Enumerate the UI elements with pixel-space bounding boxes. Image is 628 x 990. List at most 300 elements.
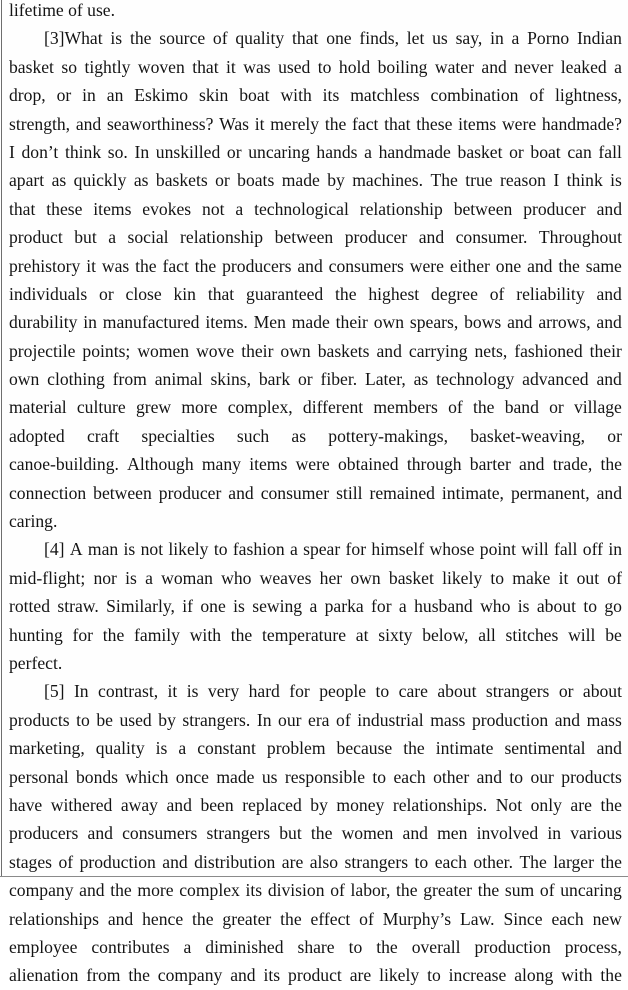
word: and bbox=[107, 908, 134, 929]
word: of bbox=[489, 283, 505, 304]
text-line: lifetime of use. bbox=[9, 0, 116, 20]
word: various bbox=[570, 823, 622, 844]
word: about bbox=[437, 681, 477, 702]
word: combination bbox=[430, 85, 519, 106]
word: permanent, bbox=[510, 482, 590, 503]
word: the bbox=[194, 255, 217, 276]
word: diminished bbox=[205, 936, 284, 957]
word: increase bbox=[448, 965, 507, 986]
word: The bbox=[519, 851, 547, 872]
word: producer bbox=[344, 227, 408, 248]
word: is bbox=[233, 596, 245, 617]
word: were bbox=[501, 113, 537, 134]
text-line: perfect. bbox=[9, 652, 63, 673]
word: the bbox=[600, 851, 622, 872]
word: bark bbox=[258, 369, 291, 390]
text-line bbox=[9, 252, 622, 280]
word: larger bbox=[553, 851, 594, 872]
word: whose bbox=[429, 539, 475, 560]
text-line bbox=[9, 819, 622, 847]
word: specialties bbox=[141, 425, 215, 446]
text-line bbox=[9, 24, 622, 52]
word: spear bbox=[303, 539, 341, 560]
word: a bbox=[178, 738, 187, 759]
word: own bbox=[9, 369, 40, 390]
word: and bbox=[476, 766, 503, 787]
word: manufactured bbox=[102, 312, 200, 333]
left-border-line bbox=[1, 0, 2, 876]
word: weaves bbox=[259, 567, 312, 588]
word: effect bbox=[310, 908, 351, 929]
word: and bbox=[596, 283, 622, 304]
word: are bbox=[281, 851, 304, 872]
word: responsible bbox=[284, 766, 366, 787]
word: the bbox=[600, 454, 622, 475]
word: the bbox=[110, 880, 132, 901]
word: evokes bbox=[142, 198, 192, 219]
word: and bbox=[418, 227, 445, 248]
word: fact bbox=[352, 113, 379, 134]
word: will bbox=[568, 624, 596, 645]
word: us bbox=[261, 766, 278, 787]
word: is bbox=[110, 28, 123, 49]
text-line bbox=[9, 166, 622, 194]
word: of bbox=[607, 567, 622, 588]
word: and bbox=[519, 454, 545, 475]
word: technological bbox=[254, 198, 349, 219]
word: a bbox=[145, 567, 153, 588]
text-line bbox=[9, 592, 622, 620]
word: canoe-building. bbox=[9, 454, 119, 475]
word: relationship bbox=[359, 198, 443, 219]
text-line bbox=[9, 706, 622, 734]
word: nor bbox=[93, 567, 117, 588]
word: bows bbox=[464, 312, 502, 333]
word: the bbox=[192, 908, 214, 929]
body-text bbox=[9, 0, 622, 990]
word: contributes bbox=[91, 936, 170, 957]
word: will bbox=[521, 539, 549, 560]
word: the bbox=[477, 880, 500, 901]
word: used bbox=[278, 56, 311, 77]
word: true bbox=[465, 170, 493, 191]
word: about bbox=[536, 596, 576, 617]
word: only bbox=[530, 794, 562, 815]
word: been bbox=[200, 794, 234, 815]
word: strength, bbox=[9, 113, 71, 134]
word: through bbox=[406, 454, 462, 475]
word: of bbox=[539, 880, 555, 901]
word: sentimental bbox=[504, 738, 586, 759]
word: strangers bbox=[485, 681, 550, 702]
word: distribution bbox=[194, 851, 276, 872]
word: for bbox=[289, 681, 310, 702]
word: and bbox=[79, 880, 105, 901]
word: a bbox=[309, 596, 318, 617]
word: and bbox=[596, 312, 622, 333]
word: were bbox=[409, 255, 444, 276]
word: boats bbox=[237, 170, 275, 191]
word: barter bbox=[469, 454, 511, 475]
word: so bbox=[61, 56, 78, 77]
word: mass bbox=[586, 709, 622, 730]
word: about bbox=[582, 681, 622, 702]
word: who bbox=[480, 596, 511, 617]
word: consumer. bbox=[455, 227, 528, 248]
word: own bbox=[280, 340, 311, 361]
word: between bbox=[93, 482, 152, 503]
word: also bbox=[309, 851, 339, 872]
word: hold bbox=[338, 56, 371, 77]
word: if bbox=[182, 596, 193, 617]
word: leaked bbox=[560, 56, 607, 77]
word: it bbox=[167, 681, 178, 702]
word: finds, bbox=[359, 28, 399, 49]
word: in bbox=[608, 539, 622, 560]
word: animal bbox=[154, 369, 203, 390]
word: reason bbox=[500, 170, 546, 191]
word: that bbox=[207, 283, 235, 304]
word: Law. bbox=[460, 908, 495, 929]
word: material bbox=[9, 397, 67, 418]
word: withered bbox=[50, 794, 113, 815]
word: fashion bbox=[232, 539, 285, 560]
word: basket bbox=[457, 141, 503, 162]
word: be bbox=[605, 624, 622, 645]
word: likely bbox=[168, 539, 209, 560]
word: of bbox=[330, 880, 345, 901]
word: the bbox=[600, 965, 622, 986]
word: away bbox=[120, 794, 158, 815]
word: alienation bbox=[9, 965, 79, 986]
word: mass bbox=[430, 709, 466, 730]
word: as bbox=[133, 170, 149, 191]
word: between bbox=[274, 227, 334, 248]
word: made bbox=[291, 312, 330, 333]
word: drop, bbox=[9, 85, 46, 106]
word: quality bbox=[235, 28, 285, 49]
word: quality bbox=[95, 738, 145, 759]
word: the bbox=[280, 908, 302, 929]
word: below, bbox=[422, 624, 469, 645]
word: degree bbox=[431, 283, 478, 304]
word: other bbox=[433, 766, 470, 787]
word: advanced bbox=[522, 369, 589, 390]
word: [5] bbox=[44, 681, 65, 702]
word: its bbox=[263, 965, 281, 986]
word: members bbox=[373, 397, 438, 418]
word: and bbox=[554, 709, 581, 730]
word: contrast, bbox=[98, 681, 159, 702]
word: in bbox=[490, 28, 504, 49]
word: never bbox=[514, 56, 554, 77]
word: fashioned bbox=[514, 340, 583, 361]
word: is bbox=[155, 738, 168, 759]
word: along bbox=[514, 965, 554, 986]
word: us bbox=[432, 28, 448, 49]
word: the bbox=[558, 255, 580, 276]
word: are bbox=[570, 794, 592, 815]
word: fiber. bbox=[320, 369, 358, 390]
word: their bbox=[241, 340, 274, 361]
word: of bbox=[529, 85, 545, 106]
text-line bbox=[9, 876, 622, 904]
word: not bbox=[140, 539, 164, 560]
word: company bbox=[157, 965, 223, 986]
text-line bbox=[9, 280, 622, 308]
text-line bbox=[9, 734, 622, 762]
word: lightness, bbox=[554, 85, 622, 106]
word: each bbox=[551, 908, 584, 929]
word: greater bbox=[222, 908, 272, 929]
word: culture bbox=[76, 397, 126, 418]
word: projectile bbox=[9, 340, 76, 361]
word: the bbox=[135, 255, 157, 276]
word: hands bbox=[316, 141, 358, 162]
word: women bbox=[137, 340, 190, 361]
word: boat bbox=[239, 85, 270, 106]
word: obtained bbox=[337, 454, 399, 475]
word: are bbox=[349, 965, 372, 986]
word: woven bbox=[137, 56, 185, 77]
word: Men bbox=[253, 312, 286, 333]
word: technology bbox=[436, 369, 515, 390]
word: were bbox=[295, 454, 330, 475]
word: that bbox=[292, 28, 319, 49]
word: man bbox=[87, 539, 119, 560]
word: matchless bbox=[350, 85, 420, 106]
word: labor, bbox=[350, 880, 391, 901]
word: be bbox=[96, 709, 113, 730]
word: more bbox=[181, 397, 218, 418]
word: made bbox=[281, 170, 320, 191]
text-line bbox=[9, 337, 622, 365]
word: Since bbox=[503, 908, 543, 929]
word: connection bbox=[9, 482, 87, 503]
word: it bbox=[558, 567, 569, 588]
word: strangers. bbox=[182, 709, 251, 730]
word: to bbox=[414, 851, 429, 872]
word: people bbox=[319, 681, 367, 702]
word: or bbox=[215, 170, 230, 191]
word: employee bbox=[9, 936, 78, 957]
word: points; bbox=[82, 340, 131, 361]
word: skin bbox=[198, 85, 229, 106]
text-line bbox=[9, 223, 622, 251]
word: between bbox=[453, 198, 513, 219]
word: baskets bbox=[155, 170, 208, 191]
word: more bbox=[137, 880, 174, 901]
word: and bbox=[596, 482, 622, 503]
word: fall bbox=[554, 539, 578, 560]
word: for bbox=[345, 539, 367, 560]
word: sewing bbox=[252, 596, 303, 617]
word: the bbox=[600, 794, 622, 815]
word: and bbox=[87, 823, 113, 844]
word: personal bbox=[9, 766, 69, 787]
word: mid-flight; bbox=[9, 567, 86, 588]
word: complex, bbox=[227, 397, 293, 418]
word: likely bbox=[442, 567, 483, 588]
word: other. bbox=[473, 851, 513, 872]
word: or bbox=[558, 681, 574, 702]
word: handmade bbox=[378, 141, 451, 162]
word: bonds bbox=[75, 766, 119, 787]
word: the bbox=[403, 738, 425, 759]
word: to bbox=[375, 681, 390, 702]
text-line bbox=[9, 535, 622, 563]
word: is bbox=[125, 567, 137, 588]
word: that bbox=[9, 198, 36, 219]
text-line bbox=[9, 763, 622, 791]
text-line bbox=[9, 422, 622, 450]
word: husband bbox=[414, 596, 473, 617]
word: so. bbox=[107, 141, 128, 162]
word: Throughout bbox=[538, 227, 622, 248]
word: who bbox=[221, 567, 252, 588]
word: still bbox=[336, 482, 363, 503]
word: machines. bbox=[352, 170, 424, 191]
word: for bbox=[72, 624, 94, 645]
word: skins, bbox=[210, 369, 252, 390]
word: apart bbox=[9, 170, 45, 191]
word: in bbox=[547, 823, 562, 844]
word: boiling bbox=[377, 56, 428, 77]
word: intimate, bbox=[441, 482, 504, 503]
word: and bbox=[596, 198, 622, 219]
word: of bbox=[448, 397, 463, 418]
word: at bbox=[355, 624, 369, 645]
word: and bbox=[481, 56, 507, 77]
word: individuals bbox=[9, 283, 88, 304]
word: can bbox=[567, 141, 592, 162]
word: a bbox=[235, 198, 244, 219]
word: with bbox=[561, 965, 593, 986]
word: basket-weaving, bbox=[470, 425, 586, 446]
word: to bbox=[317, 56, 332, 77]
word: spears, bbox=[409, 312, 459, 333]
word: Murphy’s bbox=[382, 908, 452, 929]
word: out bbox=[576, 567, 600, 588]
word: is bbox=[123, 539, 136, 560]
word: relationships. bbox=[392, 794, 488, 815]
word: merely bbox=[270, 113, 320, 134]
word: and bbox=[596, 369, 622, 390]
word: reliability bbox=[516, 283, 585, 304]
word: industrial bbox=[357, 709, 424, 730]
word: the bbox=[128, 965, 150, 986]
word: as bbox=[413, 369, 429, 390]
word: our bbox=[530, 766, 554, 787]
word: carrying bbox=[408, 340, 468, 361]
word: items bbox=[249, 454, 288, 475]
word: family bbox=[134, 624, 180, 645]
word: the bbox=[396, 880, 418, 901]
word: and bbox=[402, 823, 428, 844]
word: made bbox=[216, 766, 255, 787]
word: problem bbox=[266, 738, 326, 759]
word: share bbox=[297, 936, 335, 957]
word: strangers bbox=[344, 851, 409, 872]
text-line bbox=[9, 195, 622, 223]
word: its bbox=[322, 85, 340, 106]
word: Was bbox=[219, 113, 250, 134]
word: grew bbox=[135, 397, 172, 418]
word: to bbox=[427, 965, 441, 986]
word: money bbox=[336, 794, 385, 815]
word: tightly bbox=[84, 56, 131, 77]
word: stages bbox=[9, 851, 52, 872]
text-line bbox=[9, 365, 622, 393]
word: In bbox=[134, 141, 150, 162]
word: these bbox=[416, 113, 453, 134]
word: production bbox=[474, 936, 551, 957]
word: but bbox=[279, 823, 302, 844]
word: relationship bbox=[180, 227, 264, 248]
word: unskilled bbox=[155, 141, 221, 162]
word: I bbox=[9, 141, 15, 162]
word: and bbox=[596, 738, 622, 759]
word: a bbox=[511, 28, 520, 49]
word: the bbox=[376, 936, 398, 957]
word: close bbox=[125, 283, 162, 304]
word: hunting bbox=[9, 624, 63, 645]
word: a bbox=[108, 227, 117, 248]
word: In bbox=[256, 709, 272, 730]
word: Indian bbox=[576, 28, 622, 49]
word: because bbox=[336, 738, 393, 759]
word: one bbox=[495, 255, 522, 276]
word: products bbox=[561, 766, 622, 787]
word: Not bbox=[495, 794, 523, 815]
word: their bbox=[589, 340, 622, 361]
word: our bbox=[278, 709, 302, 730]
word: a bbox=[364, 141, 372, 162]
word: and bbox=[527, 255, 553, 276]
word: product bbox=[288, 965, 342, 986]
word: The bbox=[430, 170, 458, 191]
text-line bbox=[9, 393, 622, 421]
word: the bbox=[230, 624, 253, 645]
word: by bbox=[310, 794, 328, 815]
bottom-border-line bbox=[0, 876, 628, 877]
word: a bbox=[183, 936, 192, 957]
word: seaworthiness? bbox=[106, 113, 214, 134]
word: not bbox=[202, 198, 225, 219]
word: water bbox=[434, 56, 474, 77]
word: and bbox=[166, 794, 192, 815]
word: by bbox=[327, 170, 345, 191]
word: the bbox=[102, 624, 125, 645]
word: quickly bbox=[73, 170, 127, 191]
word: wove bbox=[196, 340, 235, 361]
word: with bbox=[189, 624, 221, 645]
word: or bbox=[99, 283, 114, 304]
word: as bbox=[291, 425, 307, 446]
word: era bbox=[308, 709, 330, 730]
word: of bbox=[359, 908, 374, 929]
word: guaranteed bbox=[246, 283, 324, 304]
word: to bbox=[509, 766, 524, 787]
word: fact bbox=[162, 255, 189, 276]
word: production bbox=[79, 851, 156, 872]
word: different bbox=[302, 397, 364, 418]
word: basket bbox=[388, 567, 434, 588]
word: overall bbox=[411, 936, 461, 957]
word: and bbox=[75, 113, 102, 134]
word: and bbox=[228, 482, 254, 503]
word: likely bbox=[379, 965, 420, 986]
